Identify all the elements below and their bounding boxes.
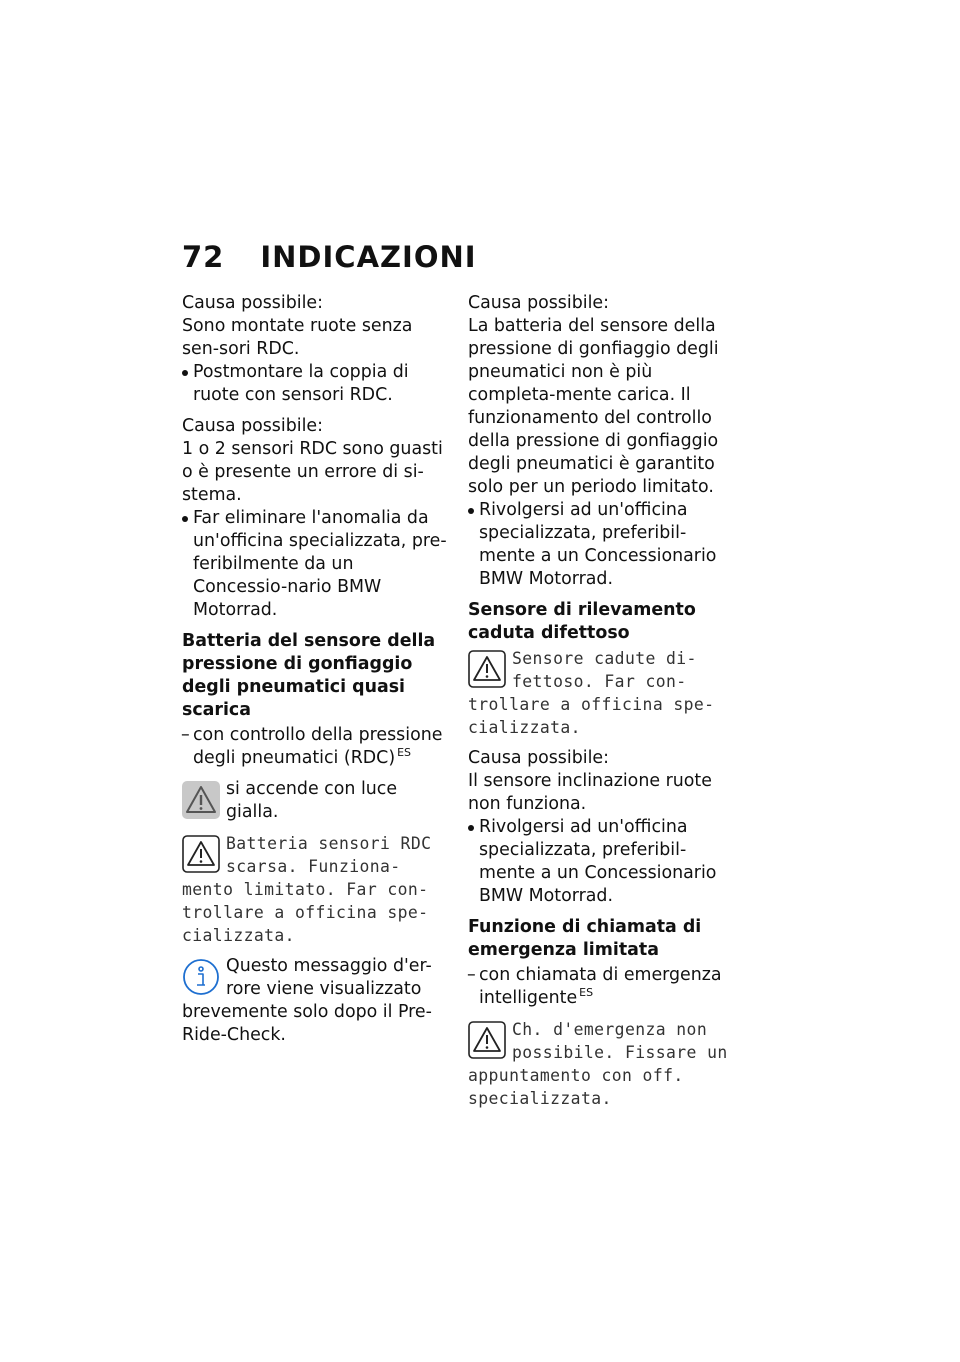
dash-item — [182, 724, 450, 770]
page-number: 72 — [182, 240, 225, 274]
display-message: Ch. d'emergenza non possibile. Fissare un appuntamento con off. specializzata. — [468, 1020, 728, 1108]
section-heading: Funzione di chiamata di emergenza limitata — [468, 917, 702, 960]
page-header — [182, 240, 477, 274]
cause-text: 1 o 2 sensori RDC sono guasti o è presente un errore di si-stema. — [182, 439, 443, 505]
dash-sup: ES — [579, 986, 594, 1000]
bullet-item: Postmontare la coppia di ruote con sensori RDC. — [182, 361, 450, 407]
cause-text: Sono montate ruote senza sen-sori RDC. — [182, 316, 413, 359]
page-title: INDICAZIONI — [260, 240, 477, 274]
dash-text: con chiamata di emergenza intelligente — [479, 965, 722, 1008]
display-message: Sensore cadute di-fettoso. Far con-trollare a officina spe-cializzata. — [468, 649, 715, 737]
cause-text: Il sensore inclinazione ruote non funziona. — [468, 771, 712, 814]
display-message-block — [182, 832, 450, 947]
warning-triangle-outline-icon — [182, 835, 220, 873]
cause-text: La batteria del sensore della pressione di gonfiaggio degli pneumatici non è più completa-mente carica. Il funzionamento del controllo della pressione di gonfiaggio degli pneumatici è garantito solo per un periodo limitato. — [468, 316, 719, 497]
section-heading: Batteria del sensore della pressione di gonfiaggio degli pneumatici quasi scarica — [182, 631, 436, 720]
dash-text: con controllo della pressione degli pneumatici (RDC) — [193, 725, 443, 768]
dash-item — [468, 964, 740, 1010]
dash-sup: ES — [397, 746, 412, 760]
left-column — [182, 292, 450, 1055]
display-message: Batteria sensori RDC scarsa. Funziona-mento limitato. Far con-trollare a officina spe-cializzata. — [182, 834, 432, 945]
warning-triangle-filled-icon — [182, 781, 220, 819]
info-text: Questo messaggio d'er-rore viene visualizzato brevemente solo dopo il Pre-Ride-Check. — [182, 956, 432, 1045]
display-message-block — [468, 1018, 740, 1110]
display-message-block — [468, 647, 740, 739]
cause-label: Causa possibile: — [468, 748, 609, 768]
info-icon — [182, 958, 220, 996]
cause-label: Causa possibile: — [182, 416, 323, 436]
bullet-item: Far eliminare l'anomalia da un'officina specializzata, pre-feribilmente da un Concessio-nario BMW Motorrad. — [182, 507, 450, 622]
bullet-item: Rivolgersi ad un'officina specializzata, preferibil-mente a un Concessionario BMW Motorrad. — [468, 816, 740, 908]
light-text: si accende con luce gialla. — [226, 779, 398, 822]
section-heading: Sensore di rilevamento caduta difettoso — [468, 600, 696, 643]
warning-triangle-outline-icon — [468, 650, 506, 688]
info-block — [182, 955, 450, 1047]
cause-label: Causa possibile: — [468, 293, 609, 313]
light-indicator-block — [182, 778, 450, 824]
right-column — [468, 292, 740, 1118]
cause-label: Causa possibile: — [182, 293, 323, 313]
bullet-item: Rivolgersi ad un'officina specializzata, preferibil-mente a un Concessionario BMW Motorrad. — [468, 499, 740, 591]
warning-triangle-outline-icon — [468, 1021, 506, 1059]
